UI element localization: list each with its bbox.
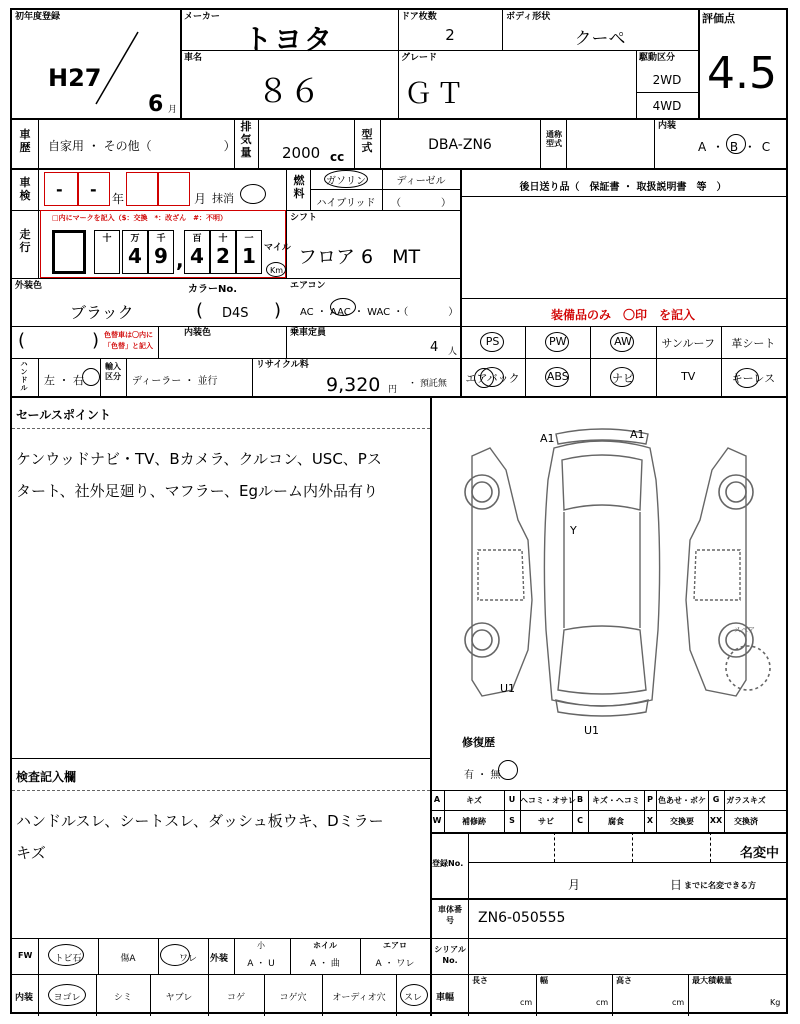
damage-mark: U1 <box>584 724 600 737</box>
odometer-digit: 1 <box>242 244 256 268</box>
drive-2wd: 2WD <box>652 73 682 87</box>
capacity-unit: 人 <box>448 347 458 357</box>
odometer-unit: 千 <box>156 234 166 244</box>
divider <box>430 974 431 1016</box>
legend-code: C <box>577 816 583 825</box>
equipment-item[interactable]: 革シート <box>731 337 776 350</box>
odometer-unit: 十 <box>218 234 228 244</box>
later-items: 後日送り品（ 保証書 ・ 取扱説明書 等 ） <box>519 182 727 193</box>
divider <box>286 326 287 358</box>
aero-label: エアロ <box>383 941 407 950</box>
fuel-gas: ガソリン <box>326 176 366 187</box>
type-value: DBA-ZN6 <box>428 137 492 153</box>
legend-text: ヘコミ・オサレ <box>520 796 576 805</box>
grade-value: ＧＴ <box>404 77 469 110</box>
interior-item[interactable]: ヨゴレ <box>53 993 81 1003</box>
interior-grades: A ・ B ・ C <box>698 140 772 154</box>
fuel-diesel: ディーゼル <box>396 176 446 187</box>
drive-label: 駆動区分 <box>639 53 676 63</box>
capacity-label: 乗車定員 <box>290 328 327 338</box>
auction-sheet <box>10 8 788 1014</box>
small-value[interactable]: A ・ U <box>247 959 275 969</box>
reg-month-unit: 月 <box>568 878 581 892</box>
width-label: 幅 <box>540 976 548 985</box>
divider <box>12 278 460 279</box>
legend-code: B <box>576 795 584 804</box>
odometer-digit: 4 <box>190 244 204 268</box>
interior-label: 内装 <box>658 121 677 131</box>
grade-label: グレード <box>401 53 438 63</box>
divider <box>38 210 39 278</box>
inspection-label: 車検 <box>19 176 31 202</box>
divider <box>310 189 460 190</box>
legend-code: G <box>712 795 720 804</box>
interior-item[interactable]: オーディオ穴 <box>332 993 386 1003</box>
doors-label: ドア枚数 <box>401 12 437 22</box>
legend-text: 交換要 <box>670 817 694 826</box>
doors-value: 2 <box>445 26 455 44</box>
common-type-label: 通称型式 <box>546 130 562 148</box>
serial-label: シリアルNo. <box>434 945 466 965</box>
divider <box>430 898 786 900</box>
recycle-label: リサイクル料 <box>256 360 309 370</box>
legend-code: S <box>509 816 515 825</box>
equipment-item[interactable]: PW <box>549 335 567 348</box>
handle-label: ハンドル <box>20 360 28 392</box>
history-label: 車歴 <box>19 128 31 154</box>
exterior-item[interactable]: ワレ <box>178 954 197 964</box>
inspection-notes-title: 検査記入欄 <box>16 770 77 784</box>
divider <box>12 396 786 398</box>
km-label: Km <box>270 266 284 275</box>
odometer-digit: 4 <box>128 244 142 268</box>
interior-item[interactable]: コゲ <box>226 993 245 1003</box>
divider <box>468 862 786 863</box>
legend-text: ガラスキズ <box>726 796 766 805</box>
divider <box>38 118 39 168</box>
shift-label: シフト <box>290 213 318 223</box>
legend-text: 色あせ・ボケ <box>658 796 706 805</box>
sales-line-1: ケンウッドナビ・TV、Bカメラ、クルコン、USC、Pス <box>16 450 382 468</box>
ac-circle <box>330 298 356 316</box>
repair-label: 修復歴 <box>462 736 495 749</box>
divider <box>688 974 689 1016</box>
cm: cm <box>596 998 609 1007</box>
colorno-label: カラーNo. <box>188 284 238 295</box>
equipment-item[interactable]: TV <box>681 370 696 383</box>
odometer-unit: 百 <box>192 234 202 244</box>
divider <box>12 358 786 359</box>
maker-value: トヨタ <box>243 23 334 56</box>
first-reg-label: 初年度登録 <box>15 12 61 22</box>
deposit: ・ 預託無 <box>408 379 447 389</box>
model-label: 車名 <box>184 53 203 63</box>
exterior-selected-circle <box>160 944 190 966</box>
divider <box>252 358 253 396</box>
damage-mark: U1 <box>500 682 516 695</box>
handle-value: 左 ・ 右 <box>44 374 84 387</box>
cm: cm <box>520 998 533 1007</box>
capacity-value: 4 <box>430 340 439 355</box>
equipment-selected-circle <box>610 332 634 352</box>
reg-day-unit: 日 <box>670 878 683 892</box>
name-change: 名変中 <box>740 846 780 861</box>
ext-label: 外装 <box>210 954 229 964</box>
sales-title: セールスポイント <box>16 408 111 422</box>
legend-code: P <box>647 795 653 804</box>
length-label: 長さ <box>472 976 488 985</box>
divider <box>460 298 786 299</box>
odometer-unit: 万 <box>130 234 140 244</box>
int-color-label: 内装色 <box>184 328 212 338</box>
divider <box>460 196 786 197</box>
exterior-selected-circle <box>48 944 84 966</box>
damage-mark: A1 <box>540 432 555 445</box>
year-unit: 年 <box>112 192 125 206</box>
divider <box>12 758 430 759</box>
legend-code: XX <box>709 816 723 825</box>
equipment-item[interactable]: ABS <box>546 370 569 383</box>
maker-label: メーカー <box>184 12 220 22</box>
divider <box>12 118 786 120</box>
frame-label: 車幅 <box>436 993 455 1003</box>
odometer-unit: 一 <box>244 234 254 244</box>
model-value: ８６ <box>256 72 321 110</box>
fuel-other: （ ） <box>391 198 451 209</box>
int-label: 内装 <box>15 993 34 1003</box>
type-label: 型式 <box>361 128 373 154</box>
inspection-line-1: ハンドルスレ、シートスレ、ダッシュ板ウキ、Dミラー <box>16 812 384 830</box>
handle-circle <box>82 368 100 386</box>
divider <box>468 898 469 938</box>
mileage-note: □内にマークを記入（$：交換 *：改ざん #：不明） <box>52 214 228 222</box>
divider <box>38 358 39 396</box>
kg: Kg <box>770 998 781 1007</box>
paren: ( <box>18 330 26 351</box>
fuel-hybrid: ハイブリッド <box>316 198 376 209</box>
equipment-item[interactable]: PS <box>485 335 500 348</box>
interior-item[interactable]: コゲ穴 <box>279 993 307 1003</box>
paren: ) <box>92 330 100 351</box>
load-label: 最大積載量 <box>692 976 732 985</box>
interior-selected-circle <box>400 984 428 1006</box>
small-label: 小 <box>257 941 265 950</box>
divider <box>430 974 786 975</box>
repair-none-circle <box>498 760 518 780</box>
equipment-selected-circle <box>545 332 569 352</box>
import-value: ディーラー ・ 並行 <box>132 376 218 387</box>
paren: ) <box>274 300 282 321</box>
interior-item[interactable]: シミ <box>113 993 132 1003</box>
divider <box>12 790 430 791</box>
reg-deadline: までに名変できる方 <box>684 881 756 890</box>
displacement-unit: cc <box>330 150 345 164</box>
divider <box>612 974 613 1016</box>
color-change-note: 色替車は〇内に「色替」と記入 <box>104 331 153 350</box>
divider <box>468 974 469 1016</box>
chassis-label: 車体番号 <box>438 905 462 925</box>
divider <box>460 168 462 396</box>
divider <box>554 832 555 862</box>
cm: cm <box>672 998 685 1007</box>
drive-4wd: 4WD <box>652 99 682 113</box>
legend-text: 補修跡 <box>462 817 486 826</box>
divider <box>286 168 287 278</box>
divider <box>430 938 786 939</box>
equipment-selected-circle <box>545 367 569 387</box>
exterior-item[interactable]: 傷A <box>120 954 136 964</box>
divider <box>12 428 430 429</box>
equipment-selected-circle <box>480 332 504 352</box>
first-reg-month: 6 <box>148 92 164 117</box>
divider <box>632 832 633 862</box>
divider <box>100 358 101 396</box>
recycle-value: 9,320 <box>326 374 381 396</box>
equipment-item[interactable]: ナビ <box>611 372 634 385</box>
equipment-item[interactable]: キーレス <box>731 372 776 385</box>
legend-code: W <box>432 816 442 825</box>
divider <box>654 118 655 168</box>
interior-selected-circle <box>726 134 746 154</box>
divider <box>12 326 786 327</box>
fuel-label: 燃料 <box>293 174 305 200</box>
shift-value: フロア 6 MT <box>298 246 421 268</box>
paren: ( <box>196 300 204 321</box>
km-circle <box>266 262 286 277</box>
mileage-mark-box[interactable] <box>52 230 86 274</box>
wheel-label: ホイル <box>313 941 337 950</box>
odometer-unit: 十 <box>102 234 112 244</box>
dash: - <box>90 180 97 199</box>
divider <box>12 938 430 939</box>
equipment-selected-circle <box>735 368 759 388</box>
divider <box>430 810 786 811</box>
divider <box>430 790 786 791</box>
interior-item[interactable]: ヤブレ <box>165 993 193 1003</box>
equipment-item[interactable]: AW <box>614 335 632 348</box>
divider <box>354 118 355 168</box>
inspection-line-2: キズ <box>16 844 46 862</box>
displacement-value: 2000 <box>282 144 321 162</box>
inspection-month-box2[interactable] <box>158 172 190 206</box>
divider <box>468 938 469 974</box>
spare-label: スペア <box>734 626 755 634</box>
dash: - <box>56 180 63 199</box>
displacement-label: 排気量 <box>240 120 252 159</box>
inspection-month-box1[interactable] <box>126 172 158 206</box>
height-label: 高さ <box>616 976 632 985</box>
divider <box>468 832 469 898</box>
chassis-value: ZN6-050555 <box>478 910 566 926</box>
exterior-item[interactable]: トビ石 <box>54 954 82 964</box>
score-label: 評価点 <box>702 12 735 25</box>
body-value: クーペ <box>574 29 626 49</box>
history-value: 自家用 ・ その他（ ） <box>48 139 236 153</box>
divider <box>12 168 786 170</box>
month-unit: 月 <box>168 105 178 115</box>
sales-line-2: タート、社外足廻り、マフラー、Egルーム内外品有り <box>16 482 379 500</box>
car-diagram <box>432 400 786 740</box>
divider <box>38 168 39 210</box>
reg-label: 登録No. <box>432 859 464 868</box>
ext-color-label: 外装色 <box>15 281 43 291</box>
equip-title: 装備品のみ 〇印 を記入 <box>550 308 695 322</box>
legend-code: A <box>433 795 441 804</box>
legend-text: サビ <box>538 817 554 826</box>
damage-mark: A1 <box>630 428 645 441</box>
ac-label: エアコン <box>290 281 326 291</box>
odometer-comma: , <box>176 248 184 272</box>
expired-label: 抹消 <box>212 192 234 205</box>
ext-color-value: ブラック <box>70 303 134 322</box>
legend-text: キズ <box>466 796 482 805</box>
odometer-digit: 9 <box>154 244 168 268</box>
interior-selected-circle <box>48 984 86 1006</box>
ac-value: AC ・ AAC ・ WAC ・（ ） <box>300 307 459 318</box>
equipment-selected-circle <box>474 368 494 388</box>
odometer-digit: 2 <box>216 244 230 268</box>
legend-text: 交換済 <box>734 817 758 826</box>
fuel-gas-circle <box>324 170 368 188</box>
divider <box>536 974 537 1016</box>
score-value: 4.5 <box>707 48 777 99</box>
equipment-item[interactable]: エアバック <box>465 372 520 385</box>
divider <box>126 358 127 396</box>
mile-label: マイル <box>264 243 291 253</box>
divider <box>636 92 698 93</box>
mileage-label: 走行 <box>19 228 31 254</box>
repair-value: 有 ・ 無 <box>464 770 501 781</box>
aero-value[interactable]: A ・ ワレ <box>375 959 415 969</box>
yen: 円 <box>388 385 398 395</box>
body-label: ボディ形状 <box>506 12 551 22</box>
first-reg-year: H27 <box>48 64 102 92</box>
expired-circle <box>240 184 266 204</box>
year-slash <box>92 28 142 108</box>
legend-code: X <box>646 816 654 825</box>
wheel-value[interactable]: A ・ 曲 <box>310 959 340 969</box>
equipment-item[interactable]: サンルーフ <box>661 337 715 350</box>
legend-code: U <box>508 795 516 804</box>
divider <box>430 832 786 834</box>
divider <box>258 118 259 168</box>
legend-text: キズ・ヘコミ <box>592 796 640 805</box>
divider <box>566 118 567 168</box>
equipment-selected-circle <box>610 367 634 387</box>
divider <box>540 118 541 168</box>
import-label: 輸入区分 <box>105 362 121 381</box>
legend-text: 腐食 <box>608 817 624 826</box>
divider <box>710 832 711 862</box>
damage-mark: Y <box>570 524 577 537</box>
colorno-value: D4S <box>222 306 249 321</box>
divider <box>12 974 430 975</box>
interior-item[interactable]: スレ <box>403 993 422 1003</box>
month-unit: 月 <box>194 192 207 206</box>
fw-label: FW <box>18 951 33 960</box>
